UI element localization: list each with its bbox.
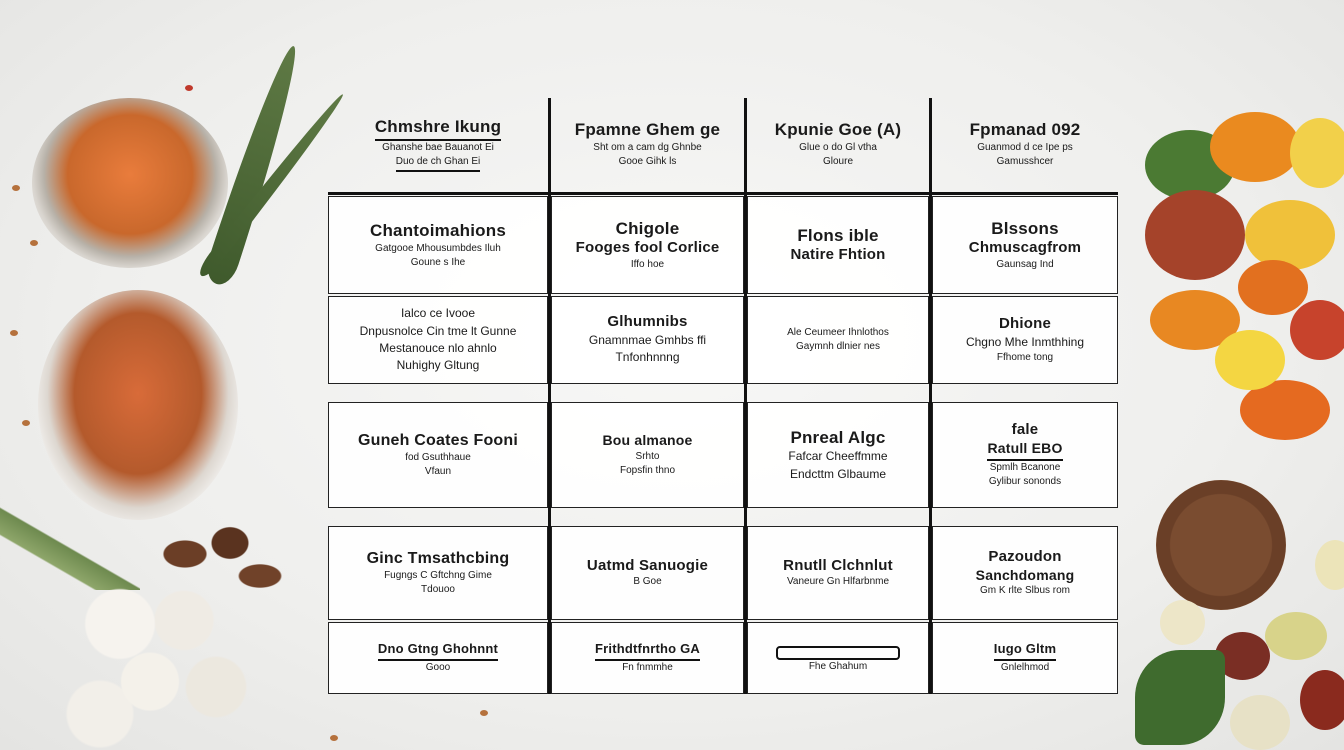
- pale-fruit: [1315, 540, 1344, 590]
- cell-text: Chgno Mhe Inmthhing: [965, 334, 1085, 349]
- fried-food-bowl: [38, 290, 238, 520]
- dark-fruit: [1300, 670, 1344, 730]
- cell-text: Sanchdomang: [975, 566, 1075, 583]
- cell-text: Guneh Coates Fooni: [357, 432, 519, 449]
- table-cell: [747, 296, 929, 384]
- cell-text: Chantoimahions: [370, 221, 506, 241]
- table-cell: [932, 526, 1118, 620]
- orange-fruit: [1210, 112, 1300, 182]
- cell-text: Gaymnh dlnier nes: [796, 341, 880, 352]
- cell-text: Gnamnmae Gmhbs ffi: [588, 332, 707, 347]
- table-cell: [747, 98, 929, 190]
- red-fruit: [1290, 300, 1344, 360]
- table-cell: [328, 402, 548, 508]
- cell-text: Bou almanoe: [602, 432, 693, 449]
- table-cell: [747, 622, 929, 694]
- spiced-nuts-bowl: [32, 98, 228, 268]
- cell-text: B Goe: [633, 576, 662, 588]
- food-table: [328, 98, 1118, 694]
- green-leaf: [1135, 650, 1225, 745]
- crumb: [10, 330, 18, 336]
- cell-text: Ffhome tong: [996, 352, 1054, 364]
- table-cell: [551, 526, 744, 620]
- table-cell: [328, 526, 548, 620]
- cell-text: Ialco ce Ivooe: [400, 306, 476, 321]
- cell-text: Guanmod d ce Ipe ps: [977, 141, 1073, 153]
- red-fruit: [1145, 190, 1245, 280]
- cell-text: Gatgooe Mhousumbdes Iluh: [375, 242, 501, 254]
- tag-bar: [776, 646, 900, 660]
- table-cell: [551, 402, 744, 508]
- pale-fruit: [1160, 600, 1205, 645]
- cell-text: Glue o do Gl vtha: [799, 141, 877, 153]
- table-cell: [932, 98, 1118, 190]
- crumb: [480, 710, 488, 716]
- table-cell: [328, 622, 548, 694]
- cell-text: Gaunsag Ind: [996, 259, 1054, 270]
- cell-text: Nuhighy Gltung: [396, 358, 480, 373]
- cell-text: Fugngs C Gftchng Gime: [384, 570, 492, 581]
- cell-text: Iugo Gltm: [994, 641, 1056, 660]
- divider: [328, 192, 1118, 195]
- cell-text: Fafcar Cheeffmme: [788, 449, 888, 464]
- cell-text: Spmlh Bcanone: [989, 461, 1061, 473]
- cell-text: Fhe Ghahum: [808, 660, 868, 672]
- cell-text: Gooo: [425, 661, 451, 673]
- cell-text: Ratull EBO: [987, 440, 1062, 461]
- cell-text: Chigole: [615, 219, 680, 238]
- cell-text: Uatmd Sanuogie: [586, 556, 709, 574]
- cell-text: Frithdtfnrtho GA: [595, 641, 700, 660]
- cell-text: Ale Ceumeer Ihnlothos: [787, 327, 889, 338]
- cell-text: Srhto: [635, 450, 660, 462]
- orange-fruit: [1238, 260, 1308, 315]
- eggs-pile: [60, 570, 260, 750]
- cell-text: Fopsfin thno: [619, 464, 676, 476]
- cell-text: fod Gsuthhaue: [405, 452, 471, 463]
- yellow-fruit: [1215, 330, 1285, 390]
- cell-text: Iffo hoe: [630, 259, 665, 270]
- table-cell: [551, 296, 744, 384]
- cell-text: fale: [1011, 421, 1039, 439]
- crumb: [330, 735, 338, 741]
- cell-text: Fpamne Ghem ge: [574, 120, 721, 140]
- cell-text: Gamusshcer: [996, 155, 1054, 167]
- table-cell: [932, 622, 1118, 694]
- yellow-fruit: [1245, 200, 1335, 270]
- crumb: [185, 85, 193, 91]
- cell-text: Kpunie Goe (A): [774, 120, 902, 140]
- yellow-fruit: [1290, 118, 1344, 188]
- cell-text: Pazoudon: [988, 547, 1062, 565]
- cell-text: Rnutll Clchnlut: [783, 556, 893, 574]
- table-cell: [328, 98, 548, 190]
- cell-text: Pnreal Algc: [790, 427, 886, 447]
- table-cell: [932, 196, 1118, 294]
- table-cell: [932, 402, 1118, 508]
- table-cell: [747, 402, 929, 508]
- table-cell: [747, 526, 929, 620]
- cell-text: Dnpusnolce Cin tme lt Gunne: [359, 323, 517, 338]
- table-cell: [932, 296, 1118, 384]
- cell-text: Fpmanad 092: [969, 120, 1081, 140]
- cell-text: Dhione: [998, 314, 1052, 332]
- cell-text: Glhumnibs: [607, 313, 688, 331]
- cell-text: Goune s Ihe: [410, 256, 466, 268]
- cell-text: Ginc Tmsathcbing: [366, 550, 510, 567]
- table-cell: [747, 196, 929, 294]
- crumb: [22, 420, 30, 426]
- crumb: [12, 185, 20, 191]
- pale-fruit: [1230, 695, 1290, 750]
- cell-text: Gm K rlte Slbus rom: [979, 585, 1071, 597]
- cell-text: Fn fnmmhe: [622, 661, 673, 673]
- cell-text: Vfaun: [424, 466, 452, 477]
- cell-text: Mestanouce nlo ahnlo: [379, 341, 497, 355]
- cell-text: Natire Fhtion: [790, 246, 886, 264]
- table-cell: [551, 196, 744, 294]
- cell-text: Gylibur sononds: [988, 475, 1062, 487]
- table-cell: [551, 622, 744, 694]
- cell-text: Vaneure Gn Hlfarbnme: [786, 576, 890, 588]
- cell-text: Gnlelhmod: [1000, 661, 1050, 673]
- cell-text: Gloure: [822, 155, 853, 167]
- cell-text: Blssons: [991, 219, 1059, 238]
- cell-text: Ghanshe bae Bauanot Ei: [382, 141, 494, 153]
- cell-text: Flons ible: [797, 226, 879, 245]
- cell-text: Tdouoo: [421, 584, 455, 595]
- table-cell: [328, 196, 548, 294]
- cell-text: Gooe Gihk ls: [618, 155, 677, 167]
- cell-text: Dno Gtng Ghohnnt: [378, 641, 498, 660]
- pale-fruit: [1265, 612, 1327, 660]
- cell-text: Chmshre Ikung: [375, 116, 501, 140]
- cookie: [1156, 480, 1286, 610]
- cell-text: Duo de ch Ghan Ei: [396, 155, 481, 172]
- table-cell: [328, 296, 548, 384]
- cell-text: Sht om a cam dg Ghnbe: [593, 141, 702, 153]
- cell-text: Endcttm Glbaume: [789, 466, 887, 481]
- cell-text: Tnfonhnnng: [615, 350, 680, 365]
- cell-text: Chmuscagfrom: [968, 239, 1082, 257]
- cell-text: Fooges fool Corlice: [575, 239, 720, 257]
- table-cell: [551, 98, 744, 190]
- crumb: [30, 240, 38, 246]
